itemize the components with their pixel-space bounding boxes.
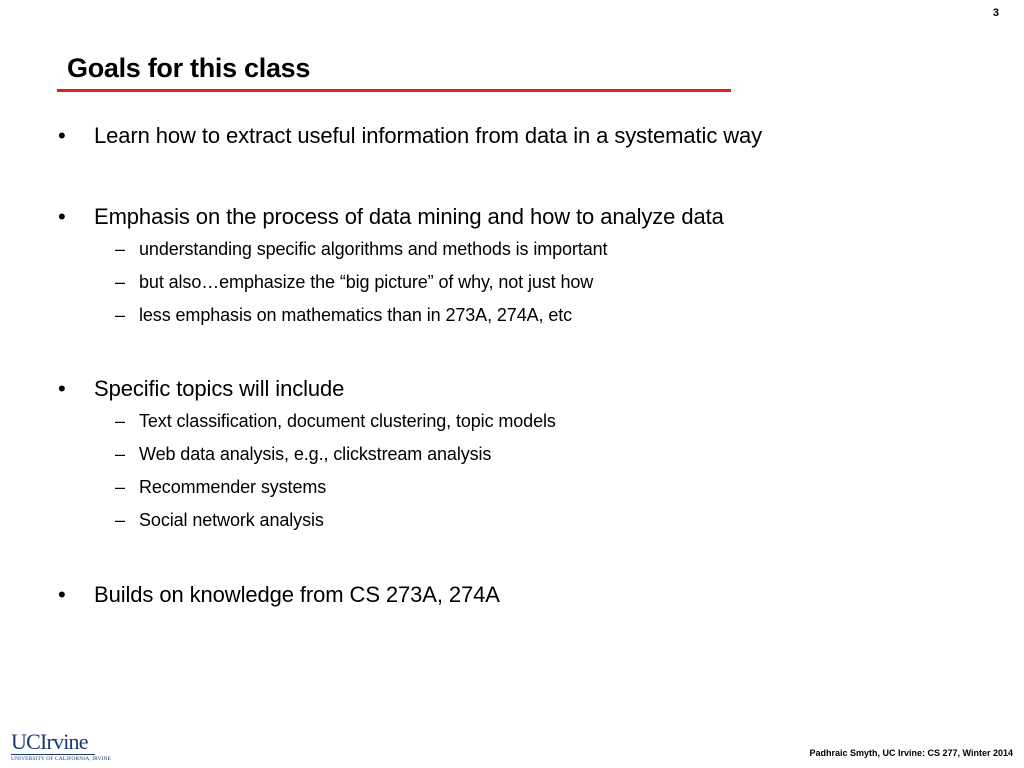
sub-bullet-item: [0, 406, 1000, 439]
sub-bullet-text: Web data analysis, e.g., clickstream analysis: [139, 444, 492, 464]
bullet-marker: •: [58, 376, 66, 401]
logo-divider: [11, 754, 95, 755]
logo-subtext: UNIVERSITY OF CALIFORNIA, IRVINE: [11, 756, 112, 762]
bullet-text: Learn how to extract useful information from data in a systematic way: [94, 123, 763, 148]
sub-bullet-marker: –: [115, 411, 126, 431]
bullet-text: Specific topics will include: [94, 376, 345, 401]
sub-bullet-item: [0, 267, 1000, 300]
bullet-marker: •: [58, 204, 66, 229]
sub-bullet-text: Text classification, document clustering, topic models: [139, 411, 556, 431]
bullet-marker: •: [58, 123, 66, 148]
sub-bullet-item: [0, 472, 1000, 505]
sub-bullet-text: understanding specific algorithms and methods is important: [139, 239, 608, 259]
sub-bullet-marker: –: [115, 510, 126, 530]
sub-bullet-text: Recommender systems: [139, 477, 327, 497]
slide-number: 3: [992, 7, 999, 19]
bullet-item: [0, 578, 1000, 612]
uc-irvine-logo: [11, 729, 112, 764]
sub-bullet-marker: –: [115, 272, 126, 292]
bullet-item: [0, 200, 1000, 333]
bullet-item: [0, 372, 1000, 538]
sub-bullet-item: [0, 300, 1000, 333]
sub-bullet-marker: –: [115, 477, 126, 497]
footer-credit: Padhraic Smyth, UC Irvine: CS 277, Winter 2014: [809, 748, 1013, 758]
sub-bullet-marker: –: [115, 239, 126, 259]
sub-bullet-list: [0, 234, 1000, 333]
slide-title: Goals for this class: [67, 53, 311, 83]
bullet-item: [0, 119, 1000, 153]
sub-bullet-text: less emphasis on mathematics than in 273A, 274A, etc: [139, 305, 573, 325]
title-underline: [57, 89, 731, 92]
sub-bullet-item: [0, 505, 1000, 538]
sub-bullet-marker: –: [115, 305, 126, 325]
sub-bullet-marker: –: [115, 444, 126, 464]
bullet-text: Emphasis on the process of data mining and how to analyze data: [94, 204, 724, 229]
sub-bullet-item: [0, 234, 1000, 267]
sub-bullet-item: [0, 439, 1000, 472]
bullet-text: Builds on knowledge from CS 273A, 274A: [94, 582, 500, 607]
bullet-marker: •: [58, 582, 66, 607]
logo-wordmark: UCIrvine: [11, 729, 88, 754]
sub-bullet-text: Social network analysis: [139, 510, 324, 530]
sub-bullet-text: but also…emphasize the “big picture” of why, not just how: [139, 272, 594, 292]
sub-bullet-list: [0, 406, 1000, 538]
